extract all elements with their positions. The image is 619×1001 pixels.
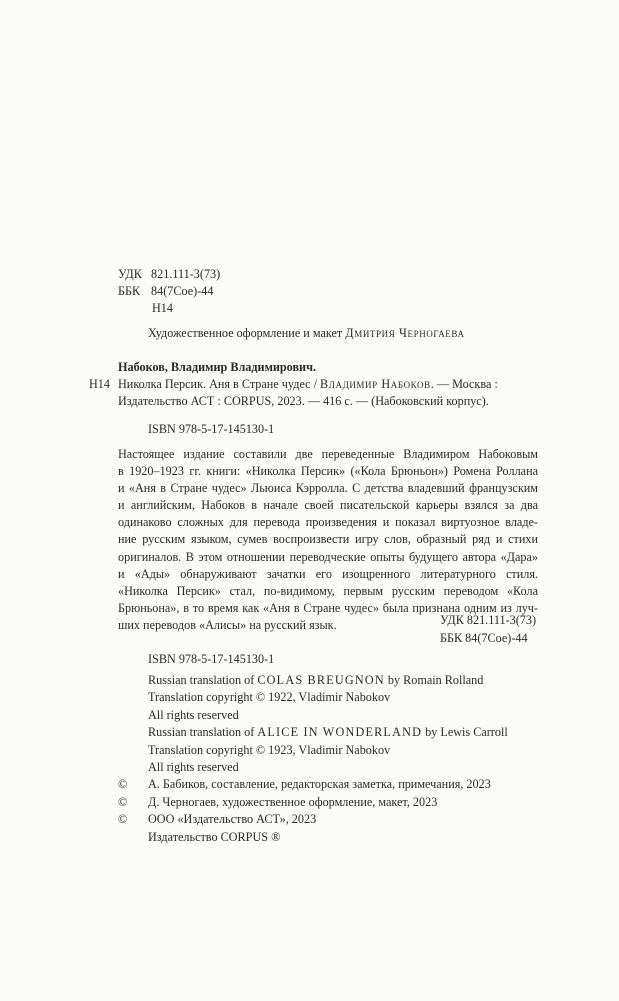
annotation-line: и «Ады» обнаруживают зачатки его изощренного литературного стиля. bbox=[118, 566, 538, 581]
rights-block bbox=[118, 672, 508, 846]
rights-reserved-2: All rights reserved bbox=[148, 760, 239, 775]
alice-line: Russian translation of ALICE IN WONDERLAND by Lewis Carroll bbox=[148, 725, 508, 740]
copyright-icon: © bbox=[118, 812, 128, 827]
udk-label: УДК bbox=[118, 267, 142, 281]
annotation-line: одинаково сложных для перевода произведения и показал виртуозное владе- bbox=[118, 515, 538, 530]
annotation-line: в 1920–1923 гг. книги: «Николка Персик» («Кола Брюньон») Ромена Роллана bbox=[118, 464, 538, 479]
bib-line-1 bbox=[118, 376, 498, 393]
annotation-line: «Николка Персик» стал, по-видимому, первым русским переводом «Кола bbox=[118, 583, 538, 598]
annotation-line: и «Аня в Стране чудес» Льюиса Кэрролла. С детства владевший французским bbox=[118, 481, 538, 496]
rights-reserved-1: All rights reserved bbox=[148, 707, 239, 722]
annotation-udk: УДК 821.111-3(73) bbox=[440, 613, 537, 627]
colas-copyright: Translation copyright © 1922, Vladimir Nabokov bbox=[148, 690, 391, 705]
annotation-line: и английским, Набоков в начале своей писательской карьеры взялся за два bbox=[118, 498, 538, 513]
copyright-icon: © bbox=[118, 794, 128, 809]
annotation-line: оригиналов. В этом отношении переводческие опыты будущего автора «Дара» bbox=[118, 549, 538, 564]
author-heading: Набоков, Владимир Владимирович. bbox=[118, 360, 316, 374]
author-mark: Н14 bbox=[152, 301, 173, 315]
copyright-icon: © bbox=[118, 777, 128, 792]
annotation-bbk: ББК 84(7Сое)-44 bbox=[440, 631, 528, 645]
annotation-line: ших переводов «Алисы» на русский язык. bbox=[118, 617, 337, 632]
bib-author-mark: Н14 bbox=[89, 377, 110, 391]
bib-title: Николка Персик. Аня в Стране чудес / bbox=[118, 377, 321, 391]
design-credit bbox=[148, 325, 465, 342]
publisher: Издательство CORPUS ® bbox=[148, 829, 281, 844]
colas-title: COLAS BREUGNON bbox=[257, 673, 385, 687]
annotation-line: Настоящее издание составили две переведенные Владимиром Набоковым bbox=[118, 447, 538, 461]
annotation-line: ние русским языком, сумев воспроизвести игру слов, образный ряд и стихи bbox=[118, 532, 538, 547]
bib-isbn: ISBN 978-5-17-145130-1 bbox=[148, 422, 275, 436]
isbn: ISBN 978-5-17-145130-1 bbox=[148, 652, 275, 666]
design-credit-text: Художественное оформление и макет bbox=[148, 326, 346, 340]
bbk-value: 84(7Сое)-44 bbox=[151, 284, 214, 298]
classification-block bbox=[118, 266, 220, 317]
alice-copyright: Translation copyright © 1923, Vladimir Nabokov bbox=[148, 742, 391, 757]
annotation-line: Брюньона», в то время как «Аня в Стране чудес» была признана одним из луч- bbox=[118, 600, 538, 615]
designer-name: Дмитрия Черногаева bbox=[345, 326, 465, 340]
copyright-ast: © ООО «Издательство АСТ», 2023 bbox=[118, 811, 508, 828]
colas-line: Russian translation of COLAS BREUGNON by Romain Rolland bbox=[148, 673, 484, 687]
bbk-label: ББК bbox=[118, 284, 141, 298]
annotation bbox=[118, 446, 538, 634]
copyright-chernogaev: © Д. Черногаев, художественное оформление, макет, 2023 bbox=[118, 794, 508, 811]
bib-place: . — Москва : bbox=[430, 377, 498, 391]
bib-author: Владимир Набоков bbox=[320, 377, 431, 391]
bib-line-2: Издательство АСТ : CORPUS, 2023. — 416 с. — (Набоковский корпус). bbox=[118, 394, 489, 408]
copyright-babikov: © А. Бабиков, составление, редакторская заметка, примечания, 2023 bbox=[118, 776, 508, 793]
udk-value: 821.111-3(73) bbox=[151, 267, 221, 281]
alice-title: ALICE IN WONDERLAND bbox=[257, 725, 423, 740]
